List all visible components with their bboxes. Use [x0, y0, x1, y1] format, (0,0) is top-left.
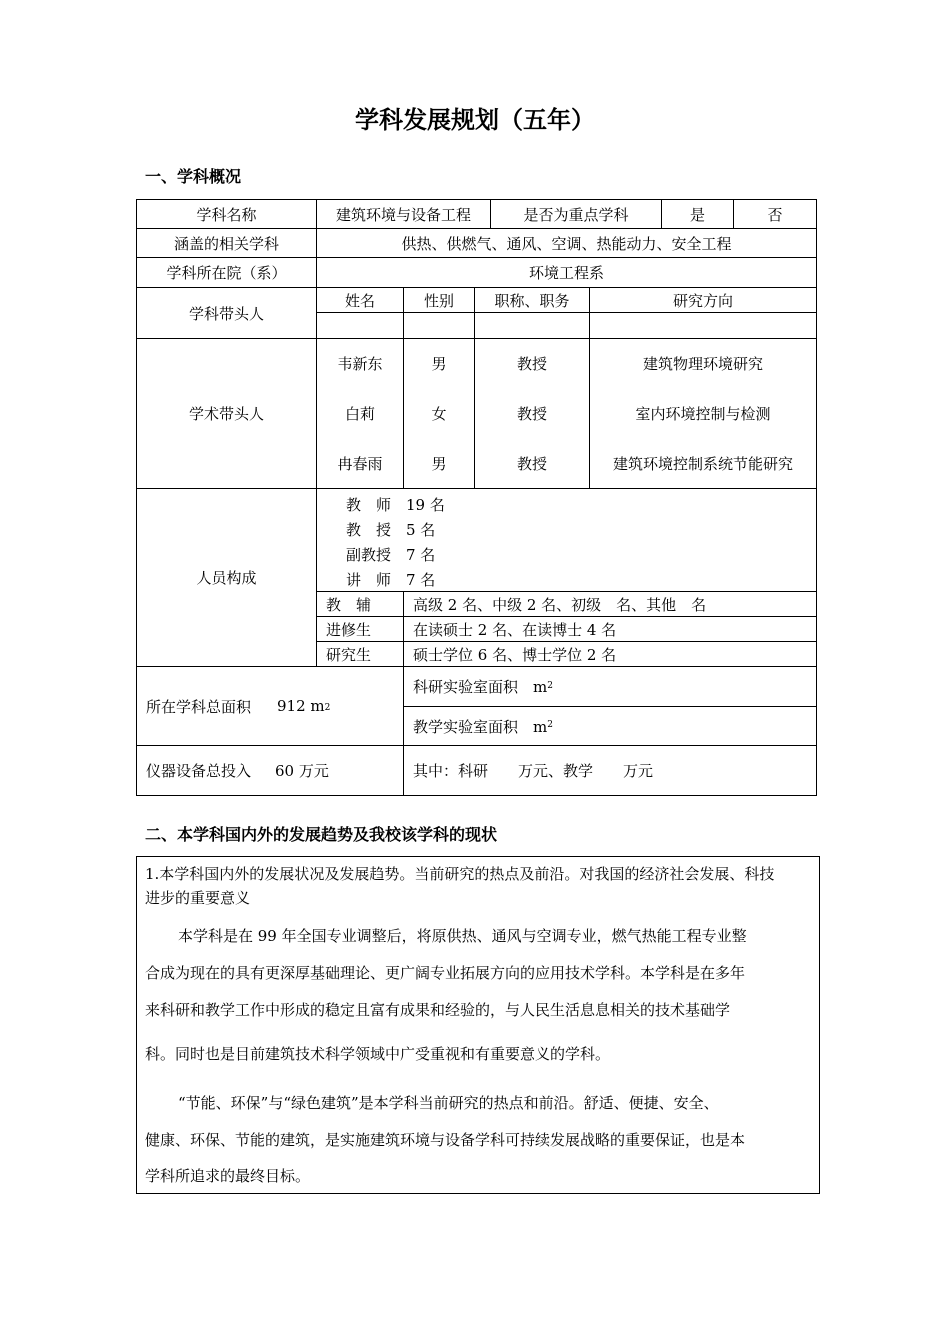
related-subjects-value: 供热、供燃气、通风、空调、热能动力、安全工程 — [316, 228, 817, 258]
staff-line-associate: 副教授 7 名 — [346, 546, 436, 564]
academic-gender: 男 — [431, 455, 447, 473]
leader-research-cell — [589, 312, 817, 339]
academic-research: 室内环境控制与检测 — [635, 405, 771, 423]
equipment-investment-value: 60 万元 — [275, 762, 329, 780]
aux-staff-value: 高级 2 名、中级 2 名、初级 名、其他 名 — [403, 591, 817, 617]
research-lab-area: 科研实验室面积 m $_2$ — [403, 666, 817, 707]
body-paragraph-line: 来科研和教学工作中形成的稳定且富有成果和经验的，与人民生活息息相关的技术基础学 — [145, 1001, 731, 1019]
subject-name-value: 建筑环境与设备工程 — [316, 199, 491, 229]
staff-composition-label: 人员构成 — [136, 488, 317, 667]
body-paragraph-line: 健康、环保、节能的建筑，是实施建筑环境与设备学科可持续发展战略的重要保证，也是本 — [145, 1131, 746, 1149]
academic-name: 韦新东 — [337, 355, 383, 373]
section-1-heading: 一、学科概况 — [145, 167, 242, 186]
body-paragraph-line: 学科所追求的最终目标。 — [145, 1167, 311, 1185]
academic-name: 白莉 — [344, 405, 375, 423]
key-subject-no: 否 — [733, 199, 817, 229]
total-area-label: 所在学科总面积 — [146, 697, 252, 716]
academic-title: 教授 — [516, 355, 547, 373]
academic-title: 教授 — [516, 405, 547, 423]
trend-question-line: 进步的重要意义 — [145, 889, 251, 907]
body-paragraph-line: 本学科是在 99 年全国专业调整后，将原供热、通风与空调专业，燃气热能工程专业整 — [178, 927, 747, 945]
col-title-header: 职称、职务 — [474, 287, 590, 313]
academic-leader-label: 学术带头人 — [136, 338, 317, 489]
col-name-header: 姓名 — [316, 287, 404, 313]
subject-name-label: 学科名称 — [136, 199, 317, 229]
academic-title: 教授 — [516, 455, 547, 473]
department-label: 学科所在院（系） — [136, 257, 317, 288]
subject-leader-label: 学科带头人 — [136, 287, 317, 339]
total-area-value: 912 $m_2$ — [277, 697, 331, 715]
key-subject-label: 是否为重点学科 — [490, 199, 662, 229]
section-2-heading: 二、本学科国内外的发展趋势及我校该学科的现状 — [145, 825, 498, 844]
equipment-breakdown: 其中：科研 万元、教学 万元 — [403, 745, 817, 796]
leader-gender-cell — [403, 312, 475, 339]
department-value: 环境工程系 — [316, 257, 817, 288]
academic-gender: 男 — [431, 355, 447, 373]
graduate-students-label: 研究生 — [316, 641, 404, 667]
graduate-students-value: 硕士学位 6 名、博士学位 2 名 — [403, 641, 817, 667]
related-subjects-label: 涵盖的相关学科 — [136, 228, 317, 258]
academic-research: 建筑环境控制系统节能研究 — [612, 455, 793, 473]
staff-line-lecturers: 讲 师 7 名 — [346, 571, 436, 589]
academic-gender: 女 — [431, 405, 447, 423]
body-paragraph-line: 合成为现在的具有更深厚基础理论、更广阔专业拓展方向的应用技术学科。本学科是在多年 — [145, 964, 746, 982]
staff-line-teachers: 教 师 19 名 — [346, 496, 445, 514]
page-title: 学科发展规划（五年） — [355, 106, 595, 134]
col-research-header: 研究方向 — [589, 287, 817, 313]
teaching-lab-area: 教学实验室面积 m $_2$ — [403, 706, 817, 746]
advanced-students-label: 进修生 — [316, 616, 404, 642]
body-paragraph-line: “节能、环保”与“绿色建筑”是本学科当前研究的热点和前沿。舒适、便捷、安全、 — [178, 1094, 719, 1112]
total-area-cell — [136, 666, 404, 746]
academic-research: 建筑物理环境研究 — [642, 355, 763, 373]
academic-name: 冉春雨 — [337, 455, 383, 473]
key-subject-yes: 是 — [661, 199, 734, 229]
body-paragraph-line: 科。同时也是目前建筑技术科学领域中广受重视和有重要意义的学科。 — [145, 1045, 611, 1063]
leader-title-cell — [474, 312, 590, 339]
equipment-investment-cell — [136, 745, 404, 796]
leader-name-cell — [316, 312, 404, 339]
advanced-students-value: 在读硕士 2 名、在读博士 4 名 — [403, 616, 817, 642]
equipment-investment-label: 仪器设备总投入 — [146, 762, 252, 780]
aux-staff-label: 教 辅 — [316, 591, 404, 617]
trend-question-line: 1.本学科国内外的发展状况及发展趋势。当前研究的热点及前沿。对我国的经济社会发展、科技 — [145, 865, 775, 883]
staff-line-professors: 教 授 5 名 — [346, 521, 436, 539]
col-gender-header: 性别 — [403, 287, 475, 313]
